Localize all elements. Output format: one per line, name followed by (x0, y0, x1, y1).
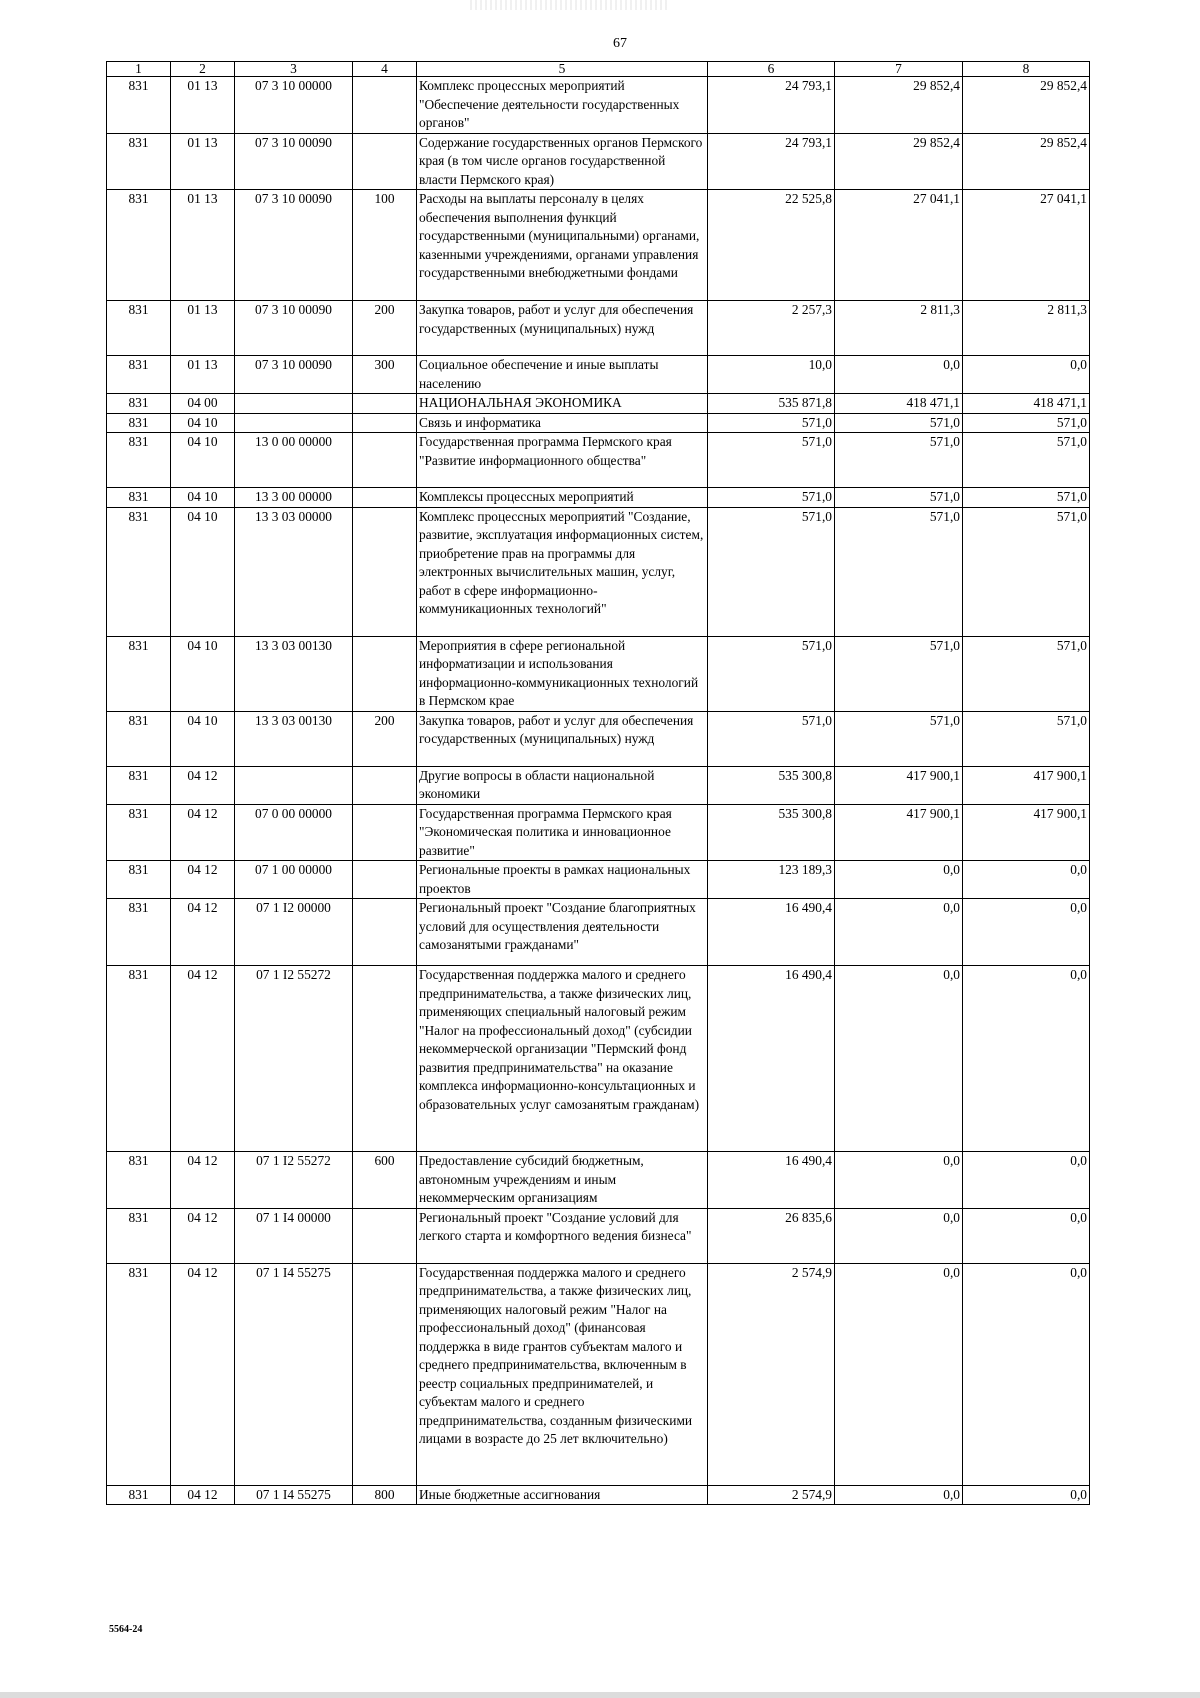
section-code-cell: 04 12 (171, 804, 235, 861)
amount-col6-cell: 571,0 (708, 636, 835, 711)
description-cell: Государственная программа Пермского края "Экономическая политика и инновационное развитие" (417, 804, 708, 861)
expense-type-cell (353, 966, 417, 1152)
table-row (107, 433, 1090, 488)
section-code-cell: 01 13 (171, 133, 235, 190)
target-article-cell (235, 394, 353, 414)
expense-type-cell (353, 133, 417, 190)
amount-col7-cell: 0,0 (835, 356, 963, 394)
grbs-code-cell: 831 (107, 636, 171, 711)
description-cell: Социальное обеспечение и иные выплаты населению (417, 356, 708, 394)
description-cell: Закупка товаров, работ и услуг для обеспечения государственных (муниципальных) нужд (417, 711, 708, 766)
description-cell: Мероприятия в сфере региональной информатизации и использования информационно-коммуникационных технологий в Пермском крае (417, 636, 708, 711)
column-header: 6 (708, 62, 835, 77)
table-row (107, 861, 1090, 899)
grbs-code-cell: 831 (107, 1208, 171, 1263)
amount-col8-cell: 0,0 (963, 861, 1090, 899)
target-article-cell: 07 3 10 00090 (235, 301, 353, 356)
description-cell: Государственная поддержка малого и среднего предпринимательства, а также физических лиц, применяющих налоговый режим "Налог на профессиональный доход" (финансовая поддержка в виде грантов субъектам малого и среднего предпринимательства, включенным в реестр социальных предпринимателей, и субъектам малого и среднего предпринимательства, созданным физическими лицами в возрасте до 25 лет включительно) (417, 1263, 708, 1485)
grbs-code-cell: 831 (107, 190, 171, 301)
amount-col6-cell: 2 574,9 (708, 1485, 835, 1505)
description-cell: НАЦИОНАЛЬНАЯ ЭКОНОМИКА (417, 394, 708, 414)
amount-col6-cell: 22 525,8 (708, 190, 835, 301)
amount-col6-cell: 571,0 (708, 711, 835, 766)
amount-col7-cell: 0,0 (835, 861, 963, 899)
amount-col6-cell: 535 871,8 (708, 394, 835, 414)
description-cell: Иные бюджетные ассигнования (417, 1485, 708, 1505)
section-code-cell: 01 13 (171, 301, 235, 356)
amount-col8-cell: 0,0 (963, 1152, 1090, 1209)
section-code-cell: 04 12 (171, 899, 235, 966)
table-row (107, 1263, 1090, 1485)
column-header: 2 (171, 62, 235, 77)
expense-type-cell (353, 1263, 417, 1485)
target-article-cell (235, 413, 353, 433)
target-article-cell: 13 3 03 00130 (235, 636, 353, 711)
amount-col8-cell: 29 852,4 (963, 133, 1090, 190)
description-cell: Комплексы процессных мероприятий (417, 488, 708, 508)
description-cell: Предоставление субсидий бюджетным, автономным учреждениям и иным некоммерческим организациям (417, 1152, 708, 1209)
amount-col8-cell: 0,0 (963, 899, 1090, 966)
amount-col7-cell: 0,0 (835, 899, 963, 966)
target-article-cell: 07 3 10 00090 (235, 133, 353, 190)
description-cell: Другие вопросы в области национальной экономики (417, 766, 708, 804)
expense-type-cell (353, 861, 417, 899)
amount-col8-cell: 571,0 (963, 636, 1090, 711)
column-header: 4 (353, 62, 417, 77)
target-article-cell: 07 3 10 00090 (235, 190, 353, 301)
target-article-cell: 07 1 I4 55275 (235, 1263, 353, 1485)
target-article-cell: 07 1 I4 00000 (235, 1208, 353, 1263)
target-article-cell: 13 3 00 00000 (235, 488, 353, 508)
expense-type-cell (353, 77, 417, 134)
grbs-code-cell: 831 (107, 766, 171, 804)
amount-col7-cell: 29 852,4 (835, 77, 963, 134)
column-header: 7 (835, 62, 963, 77)
header-row (107, 62, 1090, 77)
target-article-cell: 07 1 I4 55275 (235, 1485, 353, 1505)
amount-col6-cell: 535 300,8 (708, 766, 835, 804)
budget-table (106, 61, 1090, 1505)
grbs-code-cell: 831 (107, 711, 171, 766)
amount-col7-cell: 417 900,1 (835, 766, 963, 804)
amount-col7-cell: 0,0 (835, 1152, 963, 1209)
description-cell: Государственная поддержка малого и среднего предпринимательства, а также физических лиц, применяющих специальный налоговый режим "Налог на профессиональный доход" (субсидии некоммерческой организации "Пермский фонд развития предпринимательства" на оказание комплекса информационно-консультационных и образовательных услуг самозанятым гражданам) (417, 966, 708, 1152)
amount-col6-cell: 16 490,4 (708, 899, 835, 966)
grbs-code-cell: 831 (107, 394, 171, 414)
target-article-cell: 13 0 00 00000 (235, 433, 353, 488)
amount-col6-cell: 24 793,1 (708, 77, 835, 134)
amount-col6-cell: 16 490,4 (708, 966, 835, 1152)
section-code-cell: 04 10 (171, 636, 235, 711)
amount-col6-cell: 571,0 (708, 433, 835, 488)
amount-col8-cell: 571,0 (963, 413, 1090, 433)
expense-type-cell (353, 507, 417, 636)
grbs-code-cell: 831 (107, 488, 171, 508)
description-cell: Региональный проект "Создание условий для легкого старта и комфортного ведения бизнеса" (417, 1208, 708, 1263)
expense-type-cell (353, 899, 417, 966)
section-code-cell: 01 13 (171, 356, 235, 394)
table-row (107, 301, 1090, 356)
target-article-cell: 07 1 I2 55272 (235, 966, 353, 1152)
amount-col7-cell: 571,0 (835, 433, 963, 488)
expense-type-cell: 600 (353, 1152, 417, 1209)
table-row (107, 133, 1090, 190)
page-number: 67 (613, 36, 627, 51)
amount-col7-cell: 0,0 (835, 1263, 963, 1485)
amount-col7-cell: 571,0 (835, 636, 963, 711)
amount-col8-cell: 0,0 (963, 1263, 1090, 1485)
section-code-cell: 04 12 (171, 1263, 235, 1485)
section-code-cell: 01 13 (171, 190, 235, 301)
amount-col6-cell: 571,0 (708, 413, 835, 433)
amount-col7-cell: 571,0 (835, 711, 963, 766)
expense-type-cell (353, 636, 417, 711)
amount-col8-cell: 571,0 (963, 433, 1090, 488)
amount-col7-cell: 27 041,1 (835, 190, 963, 301)
amount-col8-cell: 571,0 (963, 488, 1090, 508)
table-row (107, 413, 1090, 433)
section-code-cell: 04 10 (171, 711, 235, 766)
expense-type-cell (353, 1208, 417, 1263)
section-code-cell: 04 12 (171, 1152, 235, 1209)
description-cell: Региональный проект "Создание благоприятных условий для осуществления деятельности самозанятыми гражданами" (417, 899, 708, 966)
section-code-cell: 04 10 (171, 433, 235, 488)
amount-col8-cell: 0,0 (963, 356, 1090, 394)
grbs-code-cell: 831 (107, 433, 171, 488)
expense-type-cell (353, 413, 417, 433)
amount-col7-cell: 571,0 (835, 413, 963, 433)
table-row (107, 636, 1090, 711)
grbs-code-cell: 831 (107, 507, 171, 636)
grbs-code-cell: 831 (107, 966, 171, 1152)
amount-col6-cell: 571,0 (708, 507, 835, 636)
target-article-cell: 07 1 I2 00000 (235, 899, 353, 966)
amount-col7-cell: 417 900,1 (835, 804, 963, 861)
expense-type-cell (353, 804, 417, 861)
section-code-cell: 04 10 (171, 488, 235, 508)
table-row (107, 766, 1090, 804)
table-row (107, 356, 1090, 394)
amount-col6-cell: 2 574,9 (708, 1263, 835, 1485)
expense-type-cell: 800 (353, 1485, 417, 1505)
amount-col8-cell: 0,0 (963, 966, 1090, 1152)
amount-col6-cell: 10,0 (708, 356, 835, 394)
column-header: 1 (107, 62, 171, 77)
grbs-code-cell: 831 (107, 356, 171, 394)
target-article-cell: 13 3 03 00000 (235, 507, 353, 636)
amount-col7-cell: 0,0 (835, 1208, 963, 1263)
description-cell: Комплекс процессных мероприятий "Создание, развитие, эксплуатация информационных систем, приобретение прав на программы для электронных вычислительных машин, услуг, работ в сфере информационно-коммуникационных технологий" (417, 507, 708, 636)
expense-type-cell: 200 (353, 711, 417, 766)
expense-type-cell: 300 (353, 356, 417, 394)
amount-col7-cell: 0,0 (835, 966, 963, 1152)
amount-col6-cell: 123 189,3 (708, 861, 835, 899)
amount-col7-cell: 571,0 (835, 488, 963, 508)
section-code-cell: 04 10 (171, 507, 235, 636)
table-body (107, 77, 1090, 1505)
grbs-code-cell: 831 (107, 413, 171, 433)
grbs-code-cell: 831 (107, 861, 171, 899)
amount-col8-cell: 0,0 (963, 1208, 1090, 1263)
expense-type-cell (353, 394, 417, 414)
amount-col7-cell: 29 852,4 (835, 133, 963, 190)
expense-type-cell (353, 766, 417, 804)
table-row (107, 899, 1090, 966)
amount-col7-cell: 2 811,3 (835, 301, 963, 356)
amount-col6-cell: 24 793,1 (708, 133, 835, 190)
description-cell: Расходы на выплаты персоналу в целях обеспечения выполнения функций государственными (муниципальными) органами, казенными учреждениями, органами управления государственными внебюджетными фондами (417, 190, 708, 301)
amount-col6-cell: 16 490,4 (708, 1152, 835, 1209)
table-row (107, 190, 1090, 301)
table-row (107, 1208, 1090, 1263)
section-code-cell: 04 12 (171, 1485, 235, 1505)
amount-col8-cell: 2 811,3 (963, 301, 1090, 356)
table-row (107, 507, 1090, 636)
amount-col6-cell: 2 257,3 (708, 301, 835, 356)
amount-col7-cell: 571,0 (835, 507, 963, 636)
amount-col8-cell: 29 852,4 (963, 77, 1090, 134)
amount-col6-cell: 571,0 (708, 488, 835, 508)
amount-col8-cell: 0,0 (963, 1485, 1090, 1505)
section-code-cell: 04 10 (171, 413, 235, 433)
amount-col8-cell: 571,0 (963, 507, 1090, 636)
grbs-code-cell: 831 (107, 899, 171, 966)
table-row (107, 804, 1090, 861)
description-cell: Содержание государственных органов Пермского края (в том числе органов государственной власти Пермского края) (417, 133, 708, 190)
amount-col8-cell: 418 471,1 (963, 394, 1090, 414)
target-article-cell: 07 0 00 00000 (235, 804, 353, 861)
expense-type-cell (353, 488, 417, 508)
description-cell: Закупка товаров, работ и услуг для обеспечения государственных (муниципальных) нужд (417, 301, 708, 356)
amount-col6-cell: 535 300,8 (708, 804, 835, 861)
amount-col8-cell: 27 041,1 (963, 190, 1090, 301)
document-code: 5564-24 (109, 1624, 143, 1635)
amount-col7-cell: 418 471,1 (835, 394, 963, 414)
grbs-code-cell: 831 (107, 804, 171, 861)
target-article-cell: 13 3 03 00130 (235, 711, 353, 766)
description-cell: Связь и информатика (417, 413, 708, 433)
target-article-cell: 07 3 10 00000 (235, 77, 353, 134)
column-header: 3 (235, 62, 353, 77)
section-code-cell: 04 12 (171, 1208, 235, 1263)
amount-col8-cell: 571,0 (963, 711, 1090, 766)
column-header: 8 (963, 62, 1090, 77)
column-header: 5 (417, 62, 708, 77)
amount-col7-cell: 0,0 (835, 1485, 963, 1505)
amount-col8-cell: 417 900,1 (963, 766, 1090, 804)
grbs-code-cell: 831 (107, 1152, 171, 1209)
table-row (107, 1485, 1090, 1505)
section-code-cell: 04 12 (171, 861, 235, 899)
section-code-cell: 04 12 (171, 966, 235, 1152)
section-code-cell: 01 13 (171, 77, 235, 134)
expense-type-cell: 200 (353, 301, 417, 356)
grbs-code-cell: 831 (107, 1485, 171, 1505)
target-article-cell: 07 1 00 00000 (235, 861, 353, 899)
table-row (107, 77, 1090, 134)
table-row (107, 711, 1090, 766)
table-row (107, 488, 1090, 508)
amount-col8-cell: 417 900,1 (963, 804, 1090, 861)
grbs-code-cell: 831 (107, 133, 171, 190)
grbs-code-cell: 831 (107, 1263, 171, 1485)
expense-type-cell: 100 (353, 190, 417, 301)
grbs-code-cell: 831 (107, 301, 171, 356)
section-code-cell: 04 00 (171, 394, 235, 414)
table-row (107, 1152, 1090, 1209)
target-article-cell: 07 3 10 00090 (235, 356, 353, 394)
target-article-cell: 07 1 I2 55272 (235, 1152, 353, 1209)
table-row (107, 394, 1090, 414)
description-cell: Государственная программа Пермского края "Развитие информационного общества" (417, 433, 708, 488)
target-article-cell (235, 766, 353, 804)
scan-bottom-edge (0, 1692, 1200, 1698)
description-cell: Комплекс процессных мероприятий "Обеспечение деятельности государственных органов" (417, 77, 708, 134)
table-row (107, 966, 1090, 1152)
section-code-cell: 04 12 (171, 766, 235, 804)
amount-col6-cell: 26 835,6 (708, 1208, 835, 1263)
scan-artifact (470, 0, 670, 10)
expense-type-cell (353, 433, 417, 488)
grbs-code-cell: 831 (107, 77, 171, 134)
description-cell: Региональные проекты в рамках национальных проектов (417, 861, 708, 899)
